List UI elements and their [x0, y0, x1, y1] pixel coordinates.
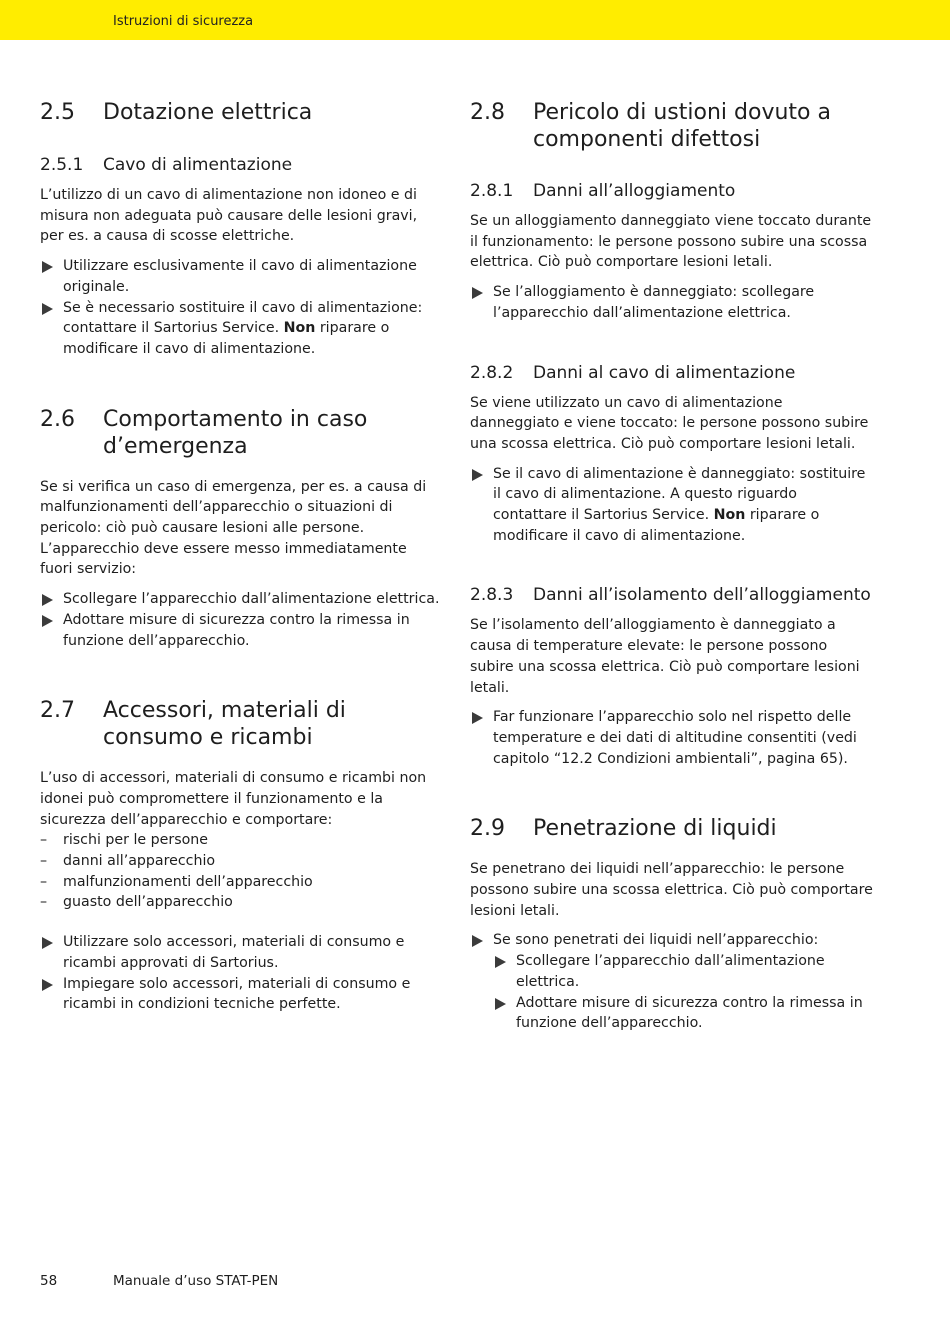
heading-2-7: [40, 697, 440, 751]
heading-2-5-1: [40, 154, 440, 176]
step-item: Adottare misure di sicurezza contro la rimessa in funzione dell’apparecchio.: [40, 610, 440, 651]
step-emphasis: Non: [283, 320, 316, 337]
step-list: [40, 256, 440, 360]
heading-title: Danni all’isolamento dell’alloggiamento: [533, 585, 871, 606]
step-list: [470, 930, 875, 1034]
paragraph: Se un alloggiamento danneggiato viene toccato durante il funzionamento: le persone possono subire una scossa elettrica. Ciò può comportare lesioni letali.: [470, 213, 872, 271]
paragraph: Se si verifica un caso di emergenza, per es. a causa di malfunzionamenti dell’apparecchio o situazioni di pericolo: ciò può causare lesioni alle persone. L’apparecchio deve essere messo immediatamente fuori servizio:: [40, 478, 427, 578]
heading-title: Accessori, materiali di consumo e ricambi: [103, 698, 346, 751]
heading-2-8-2: [470, 362, 875, 384]
heading-2-9: [470, 815, 875, 842]
step-list: [470, 707, 875, 769]
heading-title: Cavo di alimentazione: [103, 155, 293, 175]
paragraph: L’uso di accessori, materiali di consumo e ricambi non idonei può compromettere il funzionamento e la sicurezza dell’apparecchio e comportare:: [40, 770, 427, 828]
heading-title: Penetrazione di liquidi: [533, 816, 777, 842]
step-list: [470, 282, 875, 323]
heading-number: 2.7: [40, 698, 75, 724]
heading-number: 2.8.3: [470, 585, 514, 606]
step-item: Utilizzare solo accessori, materiali di consumo e ricambi approvati di Sartorius.: [40, 932, 440, 973]
heading-number: 2.8: [470, 100, 505, 125]
step-item: [40, 298, 440, 360]
heading-number: 2.6: [40, 406, 75, 432]
step-item: Scollegare l’apparecchio dall’alimentazione elettrica.: [40, 589, 440, 610]
step-list: [40, 589, 440, 651]
step-text: riparare o modificare il cavo di alimentazione.: [63, 320, 390, 357]
heading-number: 2.8.1: [470, 181, 514, 201]
paragraph: Se l’isolamento dell’alloggiamento è danneggiato a causa di temperature elevate: le persone possono subire una scossa elettrica. Ciò può comportare lesioni letali.: [470, 617, 860, 696]
heading-title: Danni all’alloggiamento: [533, 181, 736, 201]
right-column: [470, 99, 875, 1034]
header-bar: [0, 0, 950, 40]
step-text: Se è necessario sostituire il cavo di alimentazione: contattare il Sartorius Service.: [63, 299, 423, 337]
heading-2-8-1: [470, 180, 875, 202]
step-item: Far funzionare l’apparecchio solo nel rispetto delle temperature e dei dati di altitudine consentiti (vedi capitolo “12.2 Condizioni ambientali”, pagina 65).: [470, 707, 875, 769]
dash-item: – guasto dell’apparecchio: [40, 892, 440, 913]
step-text: riparare o modificare il cavo di alimentazione.: [493, 507, 820, 544]
heading-2-8: [470, 99, 875, 153]
heading-2-5: [40, 99, 440, 126]
substep-list: [493, 951, 875, 1034]
step-list: [40, 932, 440, 1015]
paragraph: Se viene utilizzato un cavo di alimentazione danneggiato e viene toccato: le persone possono subire una scossa elettrica. Ciò può comportare lesioni letali.: [470, 394, 869, 452]
heading-title: Comportamento in caso d’emergenza: [103, 406, 368, 459]
step-item: Se l’alloggiamento è danneggiato: scollegare l’apparecchio dall’alimentazione elettrica.: [470, 282, 875, 323]
dash-item: – malfunzionamenti dell’apparecchio: [40, 872, 440, 893]
step-emphasis: Non: [713, 507, 746, 524]
heading-number: 2.9: [470, 816, 505, 842]
step-item: [470, 930, 875, 1034]
footer-title: Manuale d’uso STAT-PEN: [113, 1273, 279, 1289]
dash-list: [40, 830, 440, 913]
step-list: [470, 464, 875, 547]
left-column: [40, 99, 440, 1015]
heading-number: 2.5: [40, 100, 75, 125]
paragraph: Se penetrano dei liquidi nell’apparecchio: le persone possono subire una scossa elettrica. Ciò può comportare lesioni letali.: [470, 861, 873, 919]
dash-item: – danni all’apparecchio: [40, 851, 440, 872]
step-text: Se sono penetrati dei liquidi nell’apparecchio:: [493, 932, 819, 949]
step-text: Se il cavo di alimentazione è danneggiato: sostituire il cavo di alimentazione. A questo riguardo contattare il Sartorius Service.: [493, 465, 866, 524]
heading-2-6: [40, 406, 440, 460]
substep-item: Adottare misure di sicurezza contro la rimessa in funzione dell’apparecchio.: [493, 993, 875, 1034]
paragraph: L’utilizzo di un cavo di alimentazione non idoneo e di misura non adeguata può causare delle lesioni gravi, per es. a causa di scosse elettriche.: [40, 187, 418, 245]
step-item: Utilizzare esclusivamente il cavo di alimentazione originale.: [40, 256, 440, 297]
heading-title: Pericolo di ustioni dovuto a componenti difettosi: [533, 100, 831, 152]
heading-title: Dotazione elettrica: [103, 100, 313, 125]
heading-2-8-3: [470, 584, 875, 606]
header-section-title: Istruzioni di sicurezza: [113, 14, 254, 29]
substep-item: Scollegare l’apparecchio dall’alimentazione elettrica.: [493, 951, 875, 992]
dash-item: – rischi per le persone: [40, 830, 440, 851]
step-item: Impiegare solo accessori, materiali di consumo e ricambi in condizioni tecniche perfette.: [40, 974, 440, 1015]
heading-title: Danni al cavo di alimentazione: [533, 362, 796, 383]
page-number: 58: [40, 1273, 58, 1289]
heading-number: 2.5.1: [40, 155, 84, 175]
heading-number: 2.8.2: [470, 362, 514, 383]
step-item: [470, 464, 875, 547]
